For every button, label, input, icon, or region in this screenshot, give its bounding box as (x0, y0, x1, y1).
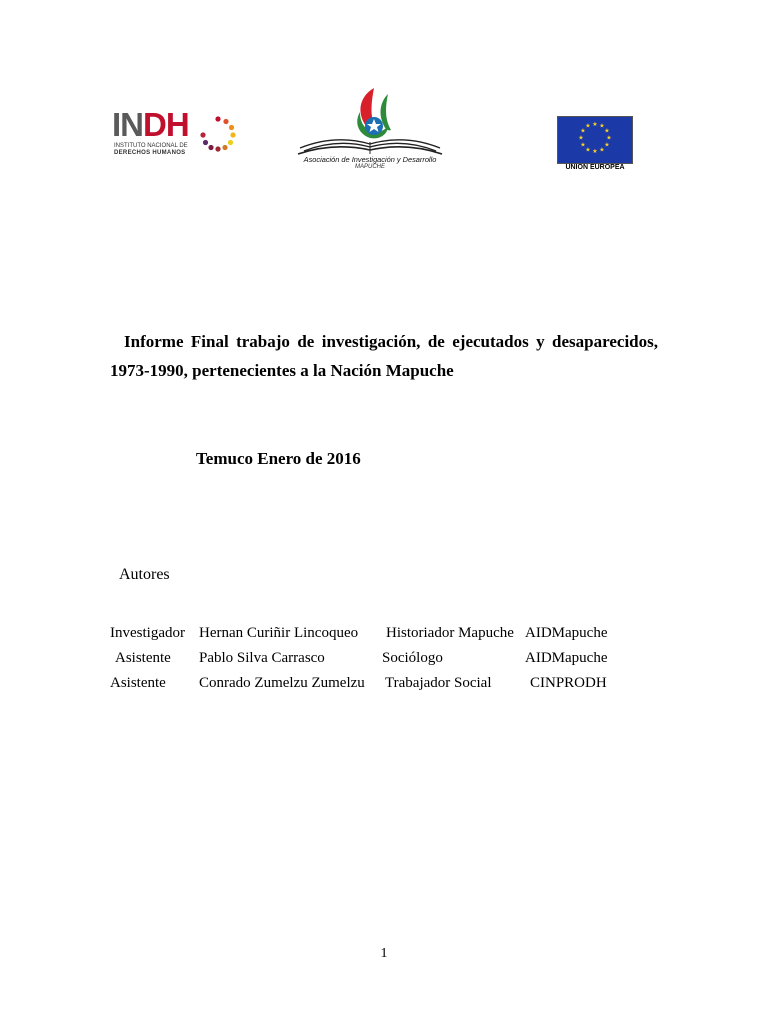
eu-stars-icon (558, 117, 632, 163)
svg-text:★: ★ (606, 134, 612, 142)
document-title: Informe Final trabajo de investigación, de ejecutados y desaparecidos, 1973-1990, pertenecientes a la Nación Mapuche (110, 332, 658, 380)
svg-text:★: ★ (592, 121, 598, 128)
author-row (0, 625, 768, 645)
author-role: Investigador (110, 625, 185, 641)
author-name: Pablo Silva Carrasco (199, 650, 325, 666)
svg-text:★: ★ (585, 146, 591, 154)
indh-logo-letters (112, 108, 189, 141)
svg-text:★: ★ (580, 127, 586, 135)
svg-text:★: ★ (604, 141, 610, 149)
svg-text:★: ★ (580, 141, 586, 149)
aid-logo-sub: MAPUCHE (354, 164, 385, 170)
author-profession: Historiador Mapuche (386, 625, 514, 641)
indh-logo-line1: INSTITUTO NACIONAL DE (114, 143, 188, 149)
indh-logo (112, 108, 242, 164)
author-name: Conrado Zumelzu Zumelzu (199, 675, 365, 691)
svg-text:★: ★ (604, 127, 610, 135)
svg-text:★: ★ (599, 122, 605, 130)
aid-mapuche-logo (290, 82, 450, 172)
indh-letters-dh: DH (143, 106, 189, 143)
svg-text:★: ★ (599, 146, 605, 154)
indh-logo-line2: DERECHOS HUMANOS (114, 150, 186, 156)
author-role: Asistente (115, 650, 171, 666)
author-profession: Trabajador Social (385, 675, 492, 691)
indh-dot-ring-icon (200, 116, 236, 152)
svg-text:★: ★ (585, 122, 591, 130)
svg-text:★: ★ (578, 134, 584, 142)
author-row (0, 650, 768, 670)
aid-flame-book-icon (290, 82, 450, 156)
author-row (0, 675, 768, 695)
svg-text:★: ★ (592, 148, 598, 155)
authors-heading: Autores (119, 566, 170, 583)
author-role: Asistente (110, 675, 166, 691)
page-number: 1 (380, 946, 388, 961)
eu-flag-icon (557, 116, 633, 164)
author-profession: Sociólogo (382, 650, 443, 666)
author-org: AIDMapuche (525, 650, 608, 666)
indh-letters-in: IN (112, 106, 143, 143)
author-org: CINPRODH (530, 675, 607, 691)
eu-logo-name: UNION EUROPEA (565, 164, 625, 171)
eu-logo (557, 116, 633, 172)
aid-logo-name: Asociación de Investigación y Desarrollo (303, 155, 437, 164)
author-name: Hernan Curiñir Lincoqueo (199, 625, 359, 641)
document-date: Temuco Enero de 2016 (196, 449, 361, 468)
author-org: AIDMapuche (525, 625, 608, 641)
